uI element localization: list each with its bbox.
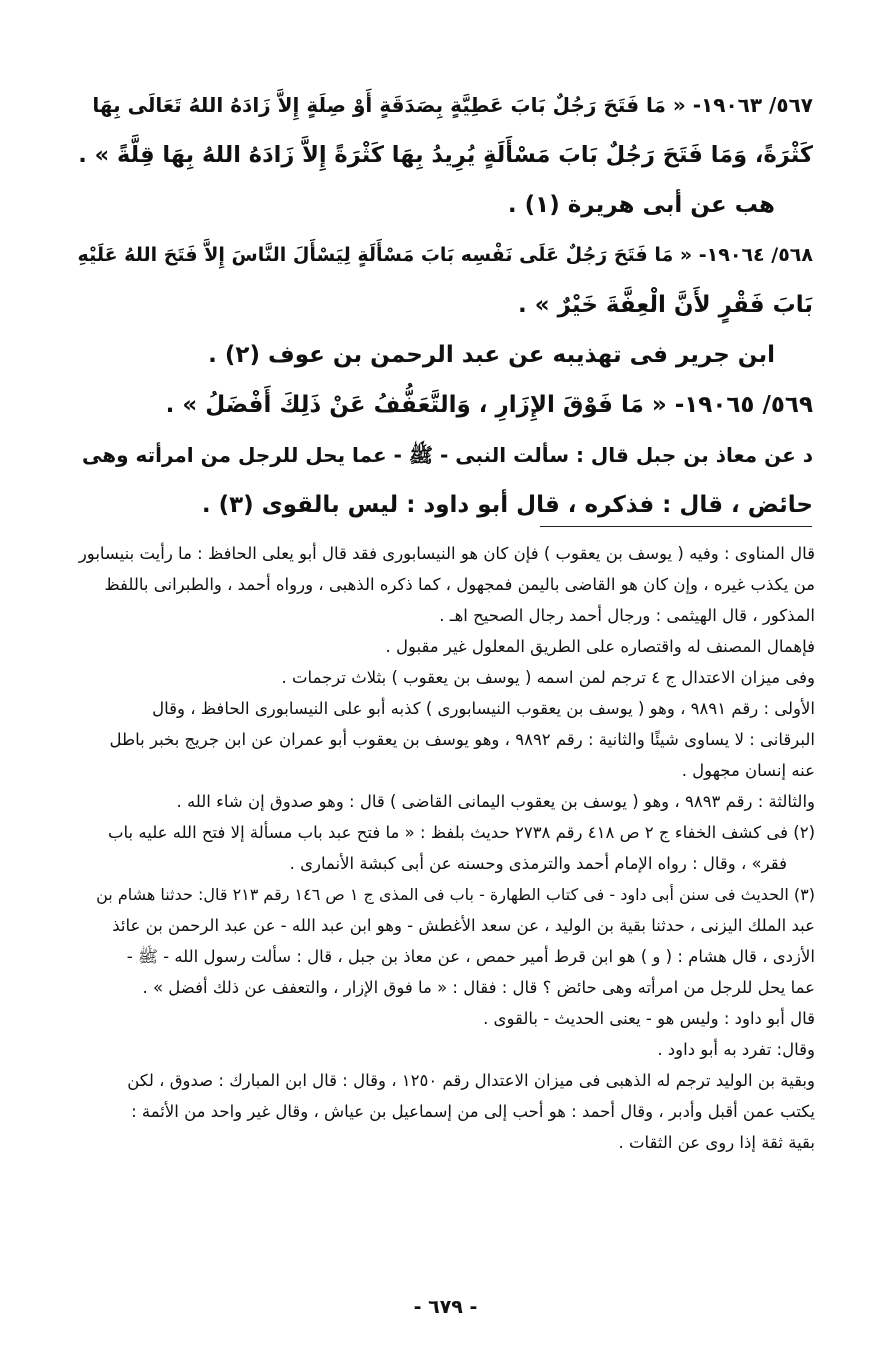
footnote-line-10: (٢) فى كشف الخفاء ج ٢ ص ٤١٨ رقم ٢٧٣٨ حديث بلفظ : « ما فتح عبد باب مسألة إلا فتح الله عليه باب xyxy=(107,823,815,842)
footnote-line-2: من يكذب غيره ، وإن كان هو القاضى باليمن فمجهول ، كما ذكره الذهبى ، ورواه أحمد ، والطبرانى باللفظ xyxy=(104,575,815,594)
footnote-line-4: فإهمال المصنف له واقتصاره على الطريق المعلول غير مقبول . xyxy=(385,637,815,656)
footnote-line-14: الأزدى ، قال هشام : ( و ) هو ابن قرط أمير حمص ، عن معاذ بن جبل ، قال : سألت رسول الله - ﷺ - xyxy=(126,947,815,966)
footnote-line-5: وفى ميزان الاعتدال ج ٤ ترجم لمن اسمه ( يوسف بن يعقوب ) بثلاث ترجمات . xyxy=(281,668,815,687)
main-text-line-7: ٥٦٩/ ١٩٠٦٥- « مَا فَوْقَ الإِزَارِ ، وَالتَّعَفُّفُ عَنْ ذَلِكَ أَفْضَلُ » . xyxy=(165,392,813,418)
main-text-line-2: كَثْرَةً، وَمَا فَتَحَ رَجُلٌ بَابَ مَسْأَلَةٍ يُرِيدُ بِهَا كَثْرَةً إِلاَّ زَادَهُ اللهُ بِهَا قِلَّةً » . xyxy=(78,142,813,168)
main-text-line-9: حائض ، قال : فذكره ، قال أبو داود : ليس بالقوى (٣) . xyxy=(201,492,813,518)
footnote-line-6: الأولى : رقم ٩٨٩١ ، وهو ( يوسف بن يعقوب النيسابورى ) كذبه أبو على النيسابورى الحافظ ، وقال xyxy=(152,699,815,718)
footnote-line-19: يكتب عمن أقبل وأدبر ، وقال أحمد : هو أحب إلى من إسماعيل بن عياش ، وقال غير واحد من الأئمة : xyxy=(131,1102,815,1121)
footnote-line-1: قال المناوى : وفيه ( يوسف بن يعقوب ) فإن كان هو النيسابورى فقد قال أبو يعلى الحافظ : ما رأيت بنيسابور xyxy=(78,544,815,563)
footnote-line-7: البرقانى : لا يساوى شيئًا والثانية : رقم ٩٨٩٢ ، وهو يوسف بن يعقوب أبو عمران عن ابن جريج بخبر باطل xyxy=(109,730,815,749)
footnote-line-15: عما يحل للرجل من امرأته وهى حائض ؟ قال : فقال : « ما فوق الإزار ، والتعفف عن ذلك أفضل » . xyxy=(142,978,815,997)
main-text-line-6: ابن جرير فى تهذيبه عن عبد الرحمن بن عوف (٢) . xyxy=(208,342,775,368)
footnote-line-3: المذكور ، قال الهيثمى : ورجال أحمد رجال الصحيح اهـ . xyxy=(439,606,815,625)
footnote-line-13: عبد الملك اليزنى ، حدثنا بقية بن الوليد ، عن سعد الأغطش - وهو ابن عبد الله - عن عبد الرحمن بن عائذ xyxy=(112,916,815,935)
main-text-line-4: ٥٦٨/ ١٩٠٦٤- « مَا فَتَحَ رَجُلٌ عَلَى نَفْسِه بَابَ مَسْأَلَةٍ لِيَسْأَلَ النَّاسَ إِلاَّ فَتَحَ اللهُ عَلَيْهِ xyxy=(78,244,813,266)
page-number: - ٦٧٩ - xyxy=(413,1296,478,1318)
footnote-line-17: وقال: تفرد به أبو داود . xyxy=(657,1040,815,1059)
footnote-line-12: (٣) الحديث فى سنن أبى داود - فى كتاب الطهارة - باب فى المذى ج ١ ص ١٤٦ رقم ٢١٣ قال: حدثنا هشام بن xyxy=(96,885,815,904)
main-text-block xyxy=(78,80,813,530)
footnote-line-16: قال أبو داود : وليس هو - يعنى الحديث - بالقوى . xyxy=(483,1009,815,1028)
footnote-separator xyxy=(540,526,812,527)
footnote-line-20: بقية ثقة إذا روى عن الثقات . xyxy=(618,1133,815,1152)
main-text-line-1: ٥٦٧/ ١٩٠٦٣- « مَا فَتَحَ رَجُلٌ بَابَ عَطِيَّةٍ بِصَدَقَةٍ أَوْ صِلَةٍ إِلاَّ زَادَهُ اللهُ تَعَالَى بِهَا xyxy=(92,93,813,117)
footnote-line-18: وبقية بن الوليد ترجم له الذهبى فى ميزان الاعتدال رقم ١٢٥٠ ، وقال : قال ابن المبارك : صدوق ، لكن xyxy=(127,1071,815,1090)
footnotes-block xyxy=(76,538,815,1158)
main-text-line-3: هب عن أبى هريرة (١) . xyxy=(507,192,775,218)
main-text-line-8: د عن معاذ بن جبل قال : سألت النبى - ﷺ - عما يحل للرجل من امرأته وهى xyxy=(81,443,813,467)
footnote-line-9: والثالثة : رقم ٩٨٩٣ ، وهو ( يوسف بن يعقوب اليمانى القاضى ) قال : وهو صدوق إن شاء الله . xyxy=(176,792,815,811)
footnote-line-11: فقر» ، وقال : رواه الإمام أحمد والترمذى وحسنه عن أبى كبشة الأنمارى . xyxy=(289,854,787,873)
main-text-line-5: بَابَ فَقْرٍ لأَنَّ الْعِفَّةَ خَيْرٌ » . xyxy=(518,292,813,318)
footnote-line-8: عنه إنسان مجهول . xyxy=(681,761,815,780)
